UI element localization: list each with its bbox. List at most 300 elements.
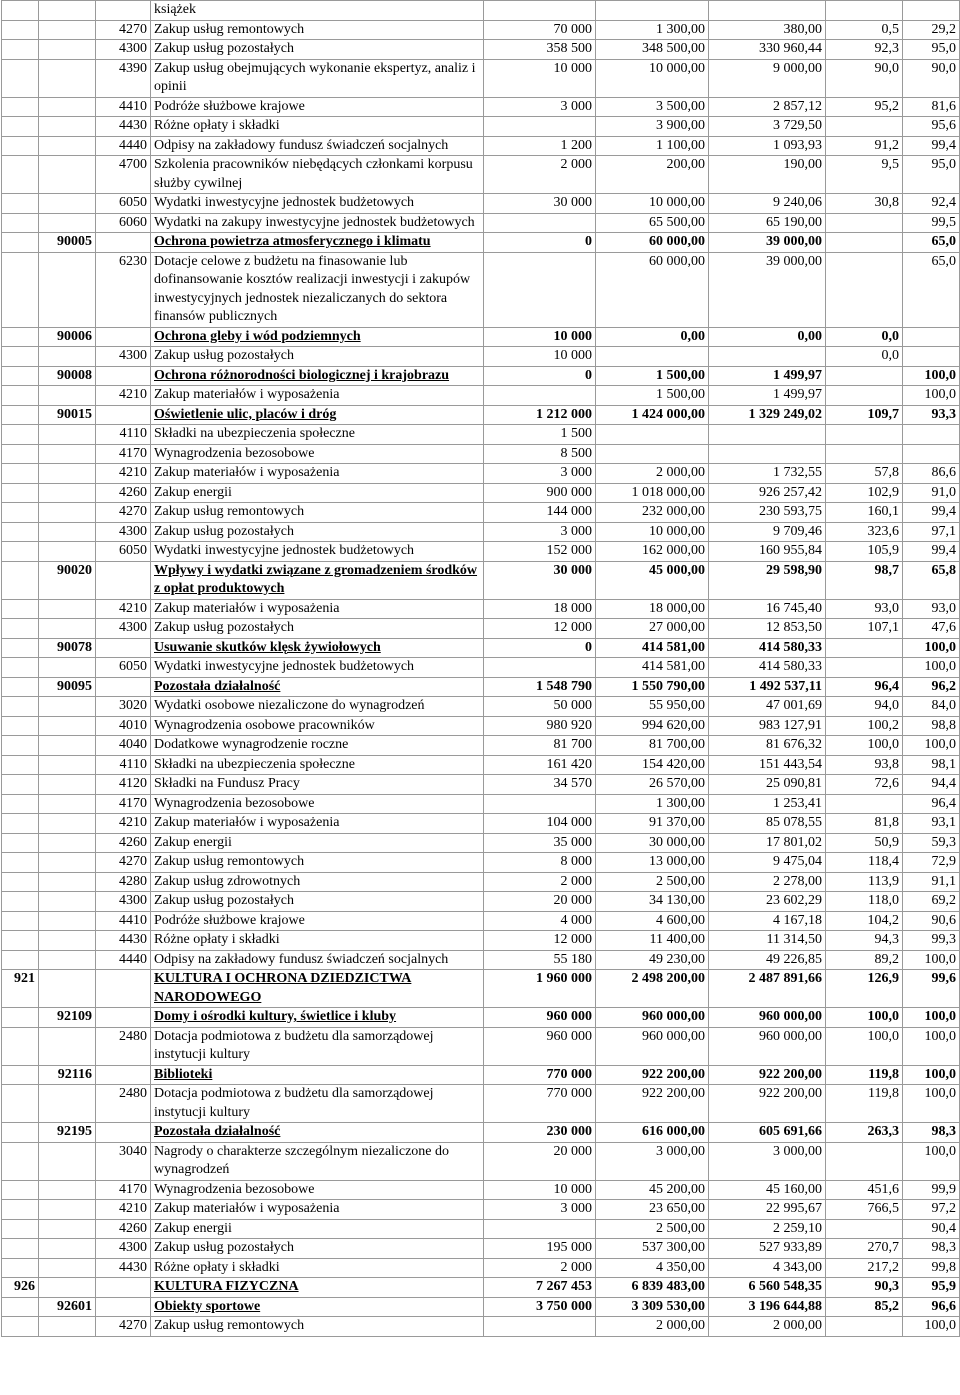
execution-cell: 4 167,18 — [709, 911, 826, 931]
paragraf-cell — [96, 1008, 151, 1028]
pct-after-changes-cell: 100,0 — [903, 1065, 960, 1085]
plan-cell — [484, 1219, 596, 1239]
pct-plan-cell: 100,2 — [826, 716, 903, 736]
execution-cell: 9 709,46 — [709, 522, 826, 542]
dzial-cell — [2, 561, 39, 599]
rozdzial-cell: 92601 — [39, 1297, 96, 1317]
plan-cell: 152 000 — [484, 542, 596, 562]
pct-plan-cell — [826, 117, 903, 137]
pct-after-changes-cell: 93,1 — [903, 814, 960, 834]
plan-cell: 3 000 — [484, 97, 596, 117]
paragraf-cell: 4390 — [96, 59, 151, 97]
description-cell: Oświetlenie ulic, placów i dróg — [151, 405, 484, 425]
execution-cell: 1 093,93 — [709, 136, 826, 156]
execution-cell — [709, 444, 826, 464]
execution-cell: 1 492 537,11 — [709, 677, 826, 697]
plan-cell — [484, 658, 596, 678]
paragraf-cell: 4270 — [96, 20, 151, 40]
table-row — [2, 483, 960, 503]
plan-cell: 2 000 — [484, 156, 596, 194]
description-cell: Usuwanie skutków klęsk żywiołowych — [151, 638, 484, 658]
paragraf-cell: 6050 — [96, 194, 151, 214]
rozdzial-cell — [39, 252, 96, 327]
description-cell: Zakup materiałów i wyposażenia — [151, 386, 484, 406]
plan-after-changes-cell: 348 500,00 — [596, 40, 709, 60]
plan-after-changes-cell: 23 650,00 — [596, 1200, 709, 1220]
pct-plan-cell: 100,0 — [826, 1027, 903, 1065]
description-cell: Zakup usług remontowych — [151, 853, 484, 873]
dzial-cell — [2, 638, 39, 658]
paragraf-cell — [96, 677, 151, 697]
description-cell: Zakup usług remontowych — [151, 20, 484, 40]
dzial-cell — [2, 716, 39, 736]
paragraf-cell: 4430 — [96, 117, 151, 137]
plan-after-changes-cell: 18 000,00 — [596, 599, 709, 619]
dzial-cell — [2, 911, 39, 931]
execution-cell: 605 691,66 — [709, 1123, 826, 1143]
dzial-cell — [2, 97, 39, 117]
plan-cell: 7 267 453 — [484, 1278, 596, 1298]
pct-plan-cell: 160,1 — [826, 503, 903, 523]
paragraf-cell: 4110 — [96, 425, 151, 445]
plan-cell: 12 000 — [484, 619, 596, 639]
plan-after-changes-cell — [596, 347, 709, 367]
pct-plan-cell: 89,2 — [826, 950, 903, 970]
description-cell: Nagrody o charakterze szczególnym niezaliczone do wynagrodzeń — [151, 1142, 484, 1180]
rozdzial-cell — [39, 1, 96, 21]
pct-plan-cell: 217,2 — [826, 1258, 903, 1278]
plan-cell: 70 000 — [484, 20, 596, 40]
paragraf-cell — [96, 1278, 151, 1298]
pct-after-changes-cell: 72,9 — [903, 853, 960, 873]
execution-cell: 3 000,00 — [709, 1142, 826, 1180]
rozdzial-cell: 90015 — [39, 405, 96, 425]
pct-after-changes-cell: 99,9 — [903, 1180, 960, 1200]
plan-after-changes-cell: 922 200,00 — [596, 1085, 709, 1123]
budget-table — [1, 0, 960, 1337]
plan-after-changes-cell: 232 000,00 — [596, 503, 709, 523]
description-cell: Obiekty sportowe — [151, 1297, 484, 1317]
description-cell: KULTURA I OCHRONA DZIEDZICTWA NARODOWEGO — [151, 970, 484, 1008]
pct-plan-cell — [826, 1219, 903, 1239]
description-cell: Zakup usług remontowych — [151, 1317, 484, 1337]
plan-cell: 10 000 — [484, 327, 596, 347]
paragraf-cell: 4410 — [96, 911, 151, 931]
dzial-cell — [2, 386, 39, 406]
plan-after-changes-cell: 2 500,00 — [596, 872, 709, 892]
plan-after-changes-cell: 4 350,00 — [596, 1258, 709, 1278]
dzial-cell — [2, 1065, 39, 1085]
plan-cell: 980 920 — [484, 716, 596, 736]
pct-after-changes-cell: 84,0 — [903, 697, 960, 717]
plan-after-changes-cell: 65 500,00 — [596, 213, 709, 233]
plan-after-changes-cell: 0,00 — [596, 327, 709, 347]
execution-cell — [709, 425, 826, 445]
plan-after-changes-cell: 13 000,00 — [596, 853, 709, 873]
dzial-cell — [2, 950, 39, 970]
execution-cell: 23 602,29 — [709, 892, 826, 912]
pct-after-changes-cell: 94,4 — [903, 775, 960, 795]
table-row — [2, 970, 960, 1008]
table-row — [2, 892, 960, 912]
paragraf-cell — [96, 1297, 151, 1317]
pct-plan-cell — [826, 252, 903, 327]
paragraf-cell: 4300 — [96, 892, 151, 912]
dzial-cell — [2, 1258, 39, 1278]
plan-after-changes-cell: 45 200,00 — [596, 1180, 709, 1200]
description-cell: Różne opłaty i składki — [151, 117, 484, 137]
description-cell: Pozostała działalność — [151, 1123, 484, 1143]
description-cell: Zakup usług pozostałych — [151, 522, 484, 542]
plan-cell: 34 570 — [484, 775, 596, 795]
execution-cell: 47 001,69 — [709, 697, 826, 717]
plan-after-changes-cell — [596, 425, 709, 445]
plan-cell — [484, 1317, 596, 1337]
plan-after-changes-cell: 3 900,00 — [596, 117, 709, 137]
pct-plan-cell — [826, 794, 903, 814]
plan-cell: 161 420 — [484, 755, 596, 775]
pct-plan-cell: 451,6 — [826, 1180, 903, 1200]
plan-after-changes-cell: 2 498 200,00 — [596, 970, 709, 1008]
dzial-cell — [2, 327, 39, 347]
plan-after-changes-cell: 45 000,00 — [596, 561, 709, 599]
table-row — [2, 1027, 960, 1065]
pct-plan-cell — [826, 638, 903, 658]
table-row — [2, 931, 960, 951]
execution-cell — [709, 347, 826, 367]
plan-after-changes-cell: 960 000,00 — [596, 1027, 709, 1065]
rozdzial-cell — [39, 156, 96, 194]
table-row — [2, 853, 960, 873]
pct-after-changes-cell: 95,6 — [903, 117, 960, 137]
pct-after-changes-cell: 98,8 — [903, 716, 960, 736]
table-row — [2, 677, 960, 697]
plan-cell: 0 — [484, 233, 596, 253]
plan-after-changes-cell: 30 000,00 — [596, 833, 709, 853]
pct-plan-cell: 107,1 — [826, 619, 903, 639]
description-cell: Wynagrodzenia bezosobowe — [151, 444, 484, 464]
table-row — [2, 950, 960, 970]
plan-after-changes-cell: 27 000,00 — [596, 619, 709, 639]
pct-plan-cell: 96,4 — [826, 677, 903, 697]
plan-after-changes-cell: 3 000,00 — [596, 1142, 709, 1180]
description-cell: Zakup materiałów i wyposażenia — [151, 599, 484, 619]
pct-after-changes-cell: 91,1 — [903, 872, 960, 892]
dzial-cell — [2, 1008, 39, 1028]
description-cell: Składki na Fundusz Pracy — [151, 775, 484, 795]
rozdzial-cell: 92116 — [39, 1065, 96, 1085]
rozdzial-cell — [39, 853, 96, 873]
table-row — [2, 194, 960, 214]
plan-after-changes-cell: 10 000,00 — [596, 522, 709, 542]
pct-after-changes-cell: 86,6 — [903, 464, 960, 484]
plan-cell: 900 000 — [484, 483, 596, 503]
pct-after-changes-cell: 98,1 — [903, 755, 960, 775]
table-row — [2, 366, 960, 386]
execution-cell: 22 995,67 — [709, 1200, 826, 1220]
table-row — [2, 1219, 960, 1239]
paragraf-cell: 4120 — [96, 775, 151, 795]
execution-cell: 0,00 — [709, 327, 826, 347]
execution-cell: 9 475,04 — [709, 853, 826, 873]
execution-cell: 25 090,81 — [709, 775, 826, 795]
pct-after-changes-cell: 92,4 — [903, 194, 960, 214]
plan-cell: 1 548 790 — [484, 677, 596, 697]
paragraf-cell: 4260 — [96, 483, 151, 503]
description-cell: Wydatki inwestycyjne jednostek budżetowych — [151, 194, 484, 214]
table-row — [2, 464, 960, 484]
dzial-cell — [2, 658, 39, 678]
pct-plan-cell: 263,3 — [826, 1123, 903, 1143]
table-row — [2, 1123, 960, 1143]
rozdzial-cell — [39, 425, 96, 445]
execution-cell: 380,00 — [709, 20, 826, 40]
description-cell: Różne opłaty i składki — [151, 931, 484, 951]
dzial-cell — [2, 136, 39, 156]
execution-cell: 414 580,33 — [709, 658, 826, 678]
rozdzial-cell — [39, 697, 96, 717]
pct-plan-cell: 85,2 — [826, 1297, 903, 1317]
dzial-cell — [2, 775, 39, 795]
dzial-cell — [2, 1317, 39, 1337]
dzial-cell — [2, 542, 39, 562]
paragraf-cell: 4270 — [96, 853, 151, 873]
plan-cell: 1 200 — [484, 136, 596, 156]
description-cell: Zakup usług pozostałych — [151, 1239, 484, 1259]
rozdzial-cell: 92195 — [39, 1123, 96, 1143]
pct-plan-cell: 119,8 — [826, 1065, 903, 1085]
pct-after-changes-cell: 98,3 — [903, 1239, 960, 1259]
plan-cell: 3 000 — [484, 1200, 596, 1220]
execution-cell: 1 732,55 — [709, 464, 826, 484]
description-cell: Składki na ubezpieczenia społeczne — [151, 755, 484, 775]
dzial-cell — [2, 444, 39, 464]
rozdzial-cell — [39, 950, 96, 970]
pct-after-changes-cell: 95,0 — [903, 156, 960, 194]
plan-after-changes-cell: 34 130,00 — [596, 892, 709, 912]
pct-plan-cell: 126,9 — [826, 970, 903, 1008]
pct-plan-cell: 118,4 — [826, 853, 903, 873]
paragraf-cell — [96, 1, 151, 21]
execution-cell: 39 000,00 — [709, 252, 826, 327]
pct-after-changes-cell: 100,0 — [903, 1027, 960, 1065]
plan-cell: 3 000 — [484, 464, 596, 484]
plan-after-changes-cell: 91 370,00 — [596, 814, 709, 834]
pct-plan-cell: 100,0 — [826, 1008, 903, 1028]
plan-after-changes-cell: 60 000,00 — [596, 252, 709, 327]
execution-cell: 922 200,00 — [709, 1065, 826, 1085]
execution-cell: 160 955,84 — [709, 542, 826, 562]
rozdzial-cell: 90078 — [39, 638, 96, 658]
table-row — [2, 386, 960, 406]
pct-after-changes-cell: 100,0 — [903, 950, 960, 970]
execution-cell: 330 960,44 — [709, 40, 826, 60]
plan-cell: 20 000 — [484, 1142, 596, 1180]
plan-after-changes-cell: 11 400,00 — [596, 931, 709, 951]
description-cell: Wydatki inwestycyjne jednostek budżetowych — [151, 542, 484, 562]
plan-cell: 3 000 — [484, 522, 596, 542]
description-cell: Wydatki osobowe niezaliczone do wynagrodzeń — [151, 697, 484, 717]
rozdzial-cell — [39, 970, 96, 1008]
rozdzial-cell — [39, 1180, 96, 1200]
table-row — [2, 833, 960, 853]
execution-cell: 2 259,10 — [709, 1219, 826, 1239]
rozdzial-cell — [39, 1027, 96, 1065]
pct-plan-cell: 90,0 — [826, 59, 903, 97]
table-row — [2, 425, 960, 445]
dzial-cell — [2, 697, 39, 717]
paragraf-cell — [96, 561, 151, 599]
pct-plan-cell — [826, 1, 903, 21]
table-row — [2, 213, 960, 233]
pct-plan-cell — [826, 386, 903, 406]
table-row — [2, 794, 960, 814]
rozdzial-cell — [39, 136, 96, 156]
execution-cell: 65 190,00 — [709, 213, 826, 233]
plan-cell: 30 000 — [484, 194, 596, 214]
plan-cell: 770 000 — [484, 1065, 596, 1085]
execution-cell: 81 676,32 — [709, 736, 826, 756]
description-cell: Ochrona powietrza atmosferycznego i klimatu — [151, 233, 484, 253]
pct-plan-cell: 766,5 — [826, 1200, 903, 1220]
plan-cell: 960 000 — [484, 1027, 596, 1065]
rozdzial-cell — [39, 194, 96, 214]
table-row — [2, 599, 960, 619]
pct-plan-cell: 0,5 — [826, 20, 903, 40]
description-cell: Zakup usług pozostałych — [151, 40, 484, 60]
pct-after-changes-cell: 99,4 — [903, 542, 960, 562]
plan-after-changes-cell: 616 000,00 — [596, 1123, 709, 1143]
plan-cell — [484, 252, 596, 327]
rozdzial-cell — [39, 1219, 96, 1239]
execution-cell: 12 853,50 — [709, 619, 826, 639]
dzial-cell — [2, 755, 39, 775]
plan-after-changes-cell: 2 000,00 — [596, 464, 709, 484]
pct-after-changes-cell: 100,0 — [903, 1317, 960, 1337]
rozdzial-cell — [39, 833, 96, 853]
rozdzial-cell — [39, 872, 96, 892]
table-row — [2, 1142, 960, 1180]
rozdzial-cell — [39, 1239, 96, 1259]
pct-after-changes-cell: 65,0 — [903, 233, 960, 253]
pct-plan-cell: 92,3 — [826, 40, 903, 60]
pct-after-changes-cell: 47,6 — [903, 619, 960, 639]
plan-after-changes-cell: 26 570,00 — [596, 775, 709, 795]
plan-after-changes-cell: 2 500,00 — [596, 1219, 709, 1239]
table-row — [2, 911, 960, 931]
dzial-cell — [2, 1027, 39, 1065]
pct-after-changes-cell: 100,0 — [903, 1142, 960, 1180]
pct-plan-cell: 93,8 — [826, 755, 903, 775]
pct-plan-cell — [826, 1317, 903, 1337]
table-row — [2, 716, 960, 736]
table-row — [2, 233, 960, 253]
dzial-cell — [2, 1239, 39, 1259]
description-cell: KULTURA FIZYCZNA — [151, 1278, 484, 1298]
dzial-cell — [2, 833, 39, 853]
plan-cell: 1 500 — [484, 425, 596, 445]
dzial-cell — [2, 619, 39, 639]
paragraf-cell: 4210 — [96, 464, 151, 484]
plan-after-changes-cell: 49 230,00 — [596, 950, 709, 970]
execution-cell: 17 801,02 — [709, 833, 826, 853]
description-cell: Różne opłaty i składki — [151, 1258, 484, 1278]
description-cell: Składki na ubezpieczenia społeczne — [151, 425, 484, 445]
rozdzial-cell — [39, 97, 96, 117]
plan-cell: 4 000 — [484, 911, 596, 931]
dzial-cell — [2, 1123, 39, 1143]
description-cell: Zakup usług pozostałych — [151, 619, 484, 639]
plan-after-changes-cell: 1 300,00 — [596, 20, 709, 40]
plan-after-changes-cell: 81 700,00 — [596, 736, 709, 756]
paragraf-cell — [96, 970, 151, 1008]
pct-plan-cell: 94,0 — [826, 697, 903, 717]
plan-after-changes-cell: 162 000,00 — [596, 542, 709, 562]
description-cell: Dotacja podmiotowa z budżetu dla samorządowej instytucji kultury — [151, 1027, 484, 1065]
dzial-cell — [2, 405, 39, 425]
dzial-cell — [2, 425, 39, 445]
plan-after-changes-cell: 6 839 483,00 — [596, 1278, 709, 1298]
plan-after-changes-cell: 1 500,00 — [596, 386, 709, 406]
plan-after-changes-cell: 3 500,00 — [596, 97, 709, 117]
table-row — [2, 20, 960, 40]
pct-plan-cell: 72,6 — [826, 775, 903, 795]
execution-cell: 926 257,42 — [709, 483, 826, 503]
execution-cell: 9 000,00 — [709, 59, 826, 97]
pct-plan-cell: 95,2 — [826, 97, 903, 117]
plan-cell: 1 960 000 — [484, 970, 596, 1008]
plan-cell: 10 000 — [484, 347, 596, 367]
pct-after-changes-cell — [903, 327, 960, 347]
table-row — [2, 697, 960, 717]
plan-after-changes-cell: 1 550 790,00 — [596, 677, 709, 697]
rozdzial-cell — [39, 59, 96, 97]
plan-after-changes-cell: 1 500,00 — [596, 366, 709, 386]
plan-cell — [484, 1, 596, 21]
execution-cell: 3 196 644,88 — [709, 1297, 826, 1317]
pct-plan-cell: 323,6 — [826, 522, 903, 542]
dzial-cell — [2, 872, 39, 892]
execution-cell: 29 598,90 — [709, 561, 826, 599]
table-row — [2, 1085, 960, 1123]
pct-after-changes-cell: 99,6 — [903, 970, 960, 1008]
rozdzial-cell — [39, 347, 96, 367]
description-cell: Zakup materiałów i wyposażenia — [151, 814, 484, 834]
plan-after-changes-cell: 960 000,00 — [596, 1008, 709, 1028]
dzial-cell — [2, 892, 39, 912]
dzial-cell — [2, 931, 39, 951]
paragraf-cell: 6060 — [96, 213, 151, 233]
rozdzial-cell — [39, 40, 96, 60]
description-cell: Zakup materiałów i wyposażenia — [151, 464, 484, 484]
pct-plan-cell: 9,5 — [826, 156, 903, 194]
rozdzial-cell — [39, 892, 96, 912]
execution-cell: 190,00 — [709, 156, 826, 194]
dzial-cell — [2, 1085, 39, 1123]
table-row — [2, 503, 960, 523]
plan-after-changes-cell: 1 018 000,00 — [596, 483, 709, 503]
rozdzial-cell: 90006 — [39, 327, 96, 347]
table-row — [2, 1317, 960, 1337]
plan-cell: 8 000 — [484, 853, 596, 873]
description-cell: Zakup usług pozostałych — [151, 892, 484, 912]
rozdzial-cell — [39, 522, 96, 542]
dzial-cell — [2, 156, 39, 194]
plan-cell: 3 750 000 — [484, 1297, 596, 1317]
plan-cell: 12 000 — [484, 931, 596, 951]
plan-cell: 960 000 — [484, 1008, 596, 1028]
plan-cell: 104 000 — [484, 814, 596, 834]
